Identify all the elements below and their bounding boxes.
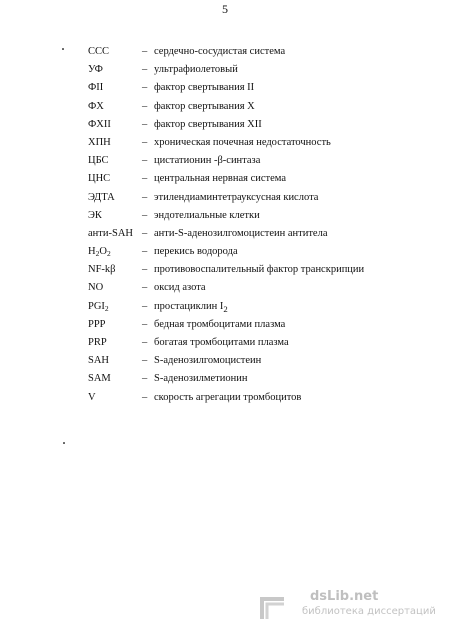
abbreviation-term: ХПН [88, 136, 111, 148]
abbreviation-row [88, 98, 428, 116]
abbreviation-row [88, 79, 428, 97]
abbreviation-definition: фактор свертывания Х [154, 100, 255, 112]
abbreviation-term: NF-kβ [88, 264, 116, 276]
abbreviation-dash: – [142, 155, 148, 167]
abbreviation-list [88, 43, 428, 407]
formula-subscript: 2 [104, 303, 109, 313]
watermark-site: dsLib.net [310, 589, 379, 604]
abbreviation-definition: хроническая почечная недостаточность [154, 136, 331, 148]
abbreviation-term: ФХII [88, 118, 111, 130]
watermark-caption: библиотека диссертаций [302, 606, 436, 617]
abbreviation-term: ЭДТА [88, 191, 115, 203]
abbreviation-row [88, 279, 428, 297]
scan-speck [62, 48, 64, 50]
abbreviation-row [88, 207, 428, 225]
formula-subscript: 2 [95, 249, 100, 259]
abbreviation-definition: эндотелиальные клетки [154, 209, 260, 221]
abbreviation-row [88, 61, 428, 79]
abbreviation-dash: – [142, 246, 148, 258]
abbreviation-dash: – [142, 391, 148, 403]
abbreviation-term: SAM [88, 373, 111, 385]
definition-subscript: 2 [223, 303, 228, 314]
abbreviation-dash: – [142, 46, 148, 57]
abbreviation-row [88, 298, 428, 316]
abbreviation-definition: фактор свертывания II [154, 82, 255, 94]
abbreviation-dash: – [142, 355, 148, 367]
abbreviation-term: PPP [88, 318, 106, 330]
abbreviation-row [88, 170, 428, 188]
abbreviation-definition: этилендиаминтетрауксусная кислота [154, 191, 319, 203]
abbreviation-dash: – [142, 318, 148, 330]
abbreviation-definition: ультрафиолетовый [154, 64, 238, 76]
abbreviation-row [88, 134, 428, 152]
abbreviation-dash: – [142, 373, 148, 385]
formula-part: PGI [88, 300, 105, 312]
abbreviation-row [88, 352, 428, 370]
abbreviation-definition: противовоспалительный фактор транскрипции [154, 264, 365, 276]
abbreviation-term: ЦБС [88, 155, 109, 167]
abbreviation-dash: – [142, 100, 148, 112]
abbreviation-term: PRP [88, 337, 107, 348]
abbreviation-dash: – [142, 337, 148, 348]
abbreviation-dash: – [142, 191, 148, 203]
abbreviation-term: ЦНС [88, 173, 111, 185]
abbreviation-dash: – [142, 227, 148, 239]
abbreviation-definition: оксид азота [154, 282, 206, 294]
abbreviation-row [88, 316, 428, 334]
abbreviation-definition: богатая тромбоцитами плазма [154, 337, 289, 348]
abbreviation-term: V [88, 391, 96, 403]
abbreviation-dash: – [142, 300, 148, 312]
abbreviation-row [88, 243, 428, 261]
page-number: 5 [222, 2, 228, 16]
abbreviation-definition: сердечно-сосудистая система [154, 46, 286, 57]
abbreviation-definition: анти-S-аденозилгомоцистеин антитела [154, 227, 328, 239]
abbreviation-dash: – [142, 82, 148, 94]
abbreviation-definition: фактор свертывания XII [154, 118, 262, 130]
abbreviation-term [88, 298, 109, 316]
formula-part: O [99, 246, 107, 258]
abbreviation-dash: – [142, 282, 148, 294]
abbreviation-dash: – [142, 118, 148, 130]
formula-part: H [88, 246, 96, 258]
abbreviation-row [88, 389, 428, 407]
abbreviation-definition: цистатионин -β-синтаза [154, 155, 261, 167]
abbreviation-definition: S-аденозилгомоцистеин [154, 355, 262, 367]
abbreviation-definition: центральная нервная система [154, 173, 287, 185]
abbreviation-term: NO [88, 282, 104, 294]
abbreviation-term: ССС [88, 46, 110, 57]
abbreviation-row [88, 370, 428, 388]
abbreviation-definition: бедная тромбоцитами плазма [154, 318, 286, 330]
abbreviation-term: УФ [88, 64, 103, 76]
abbreviation-row [88, 261, 428, 279]
dslib-watermark [250, 587, 440, 621]
abbreviation-dash: – [142, 64, 148, 76]
abbreviation-dash: – [142, 136, 148, 148]
abbreviation-definition: S-аденозилметионин [154, 373, 248, 385]
abbreviation-definition: скорость агрегации тромбоцитов [154, 391, 302, 403]
abbreviation-row [88, 225, 428, 243]
abbreviation-row [88, 189, 428, 207]
scan-speck [63, 442, 65, 444]
abbreviation-term: ЭК [88, 209, 102, 221]
abbreviation-row [88, 334, 428, 352]
abbreviation-dash: – [142, 173, 148, 185]
formula-subscript: 2 [106, 249, 111, 259]
abbreviation-term: анти-SAH [88, 227, 133, 239]
abbreviation-row [88, 43, 428, 61]
definition-part: простациклин I [154, 300, 224, 312]
abbreviation-term: SAH [88, 355, 110, 367]
abbreviation-term: ФХ [88, 100, 104, 112]
abbreviation-row [88, 152, 428, 170]
abbreviation-row [88, 116, 428, 134]
abbreviation-term [88, 243, 111, 261]
abbreviation-dash: – [142, 209, 148, 221]
abbreviation-term: ФII [88, 82, 104, 94]
abbreviation-definition: перекись водорода [154, 246, 238, 258]
abbreviation-dash: – [142, 264, 148, 276]
dslib-logo-icon [260, 595, 286, 621]
